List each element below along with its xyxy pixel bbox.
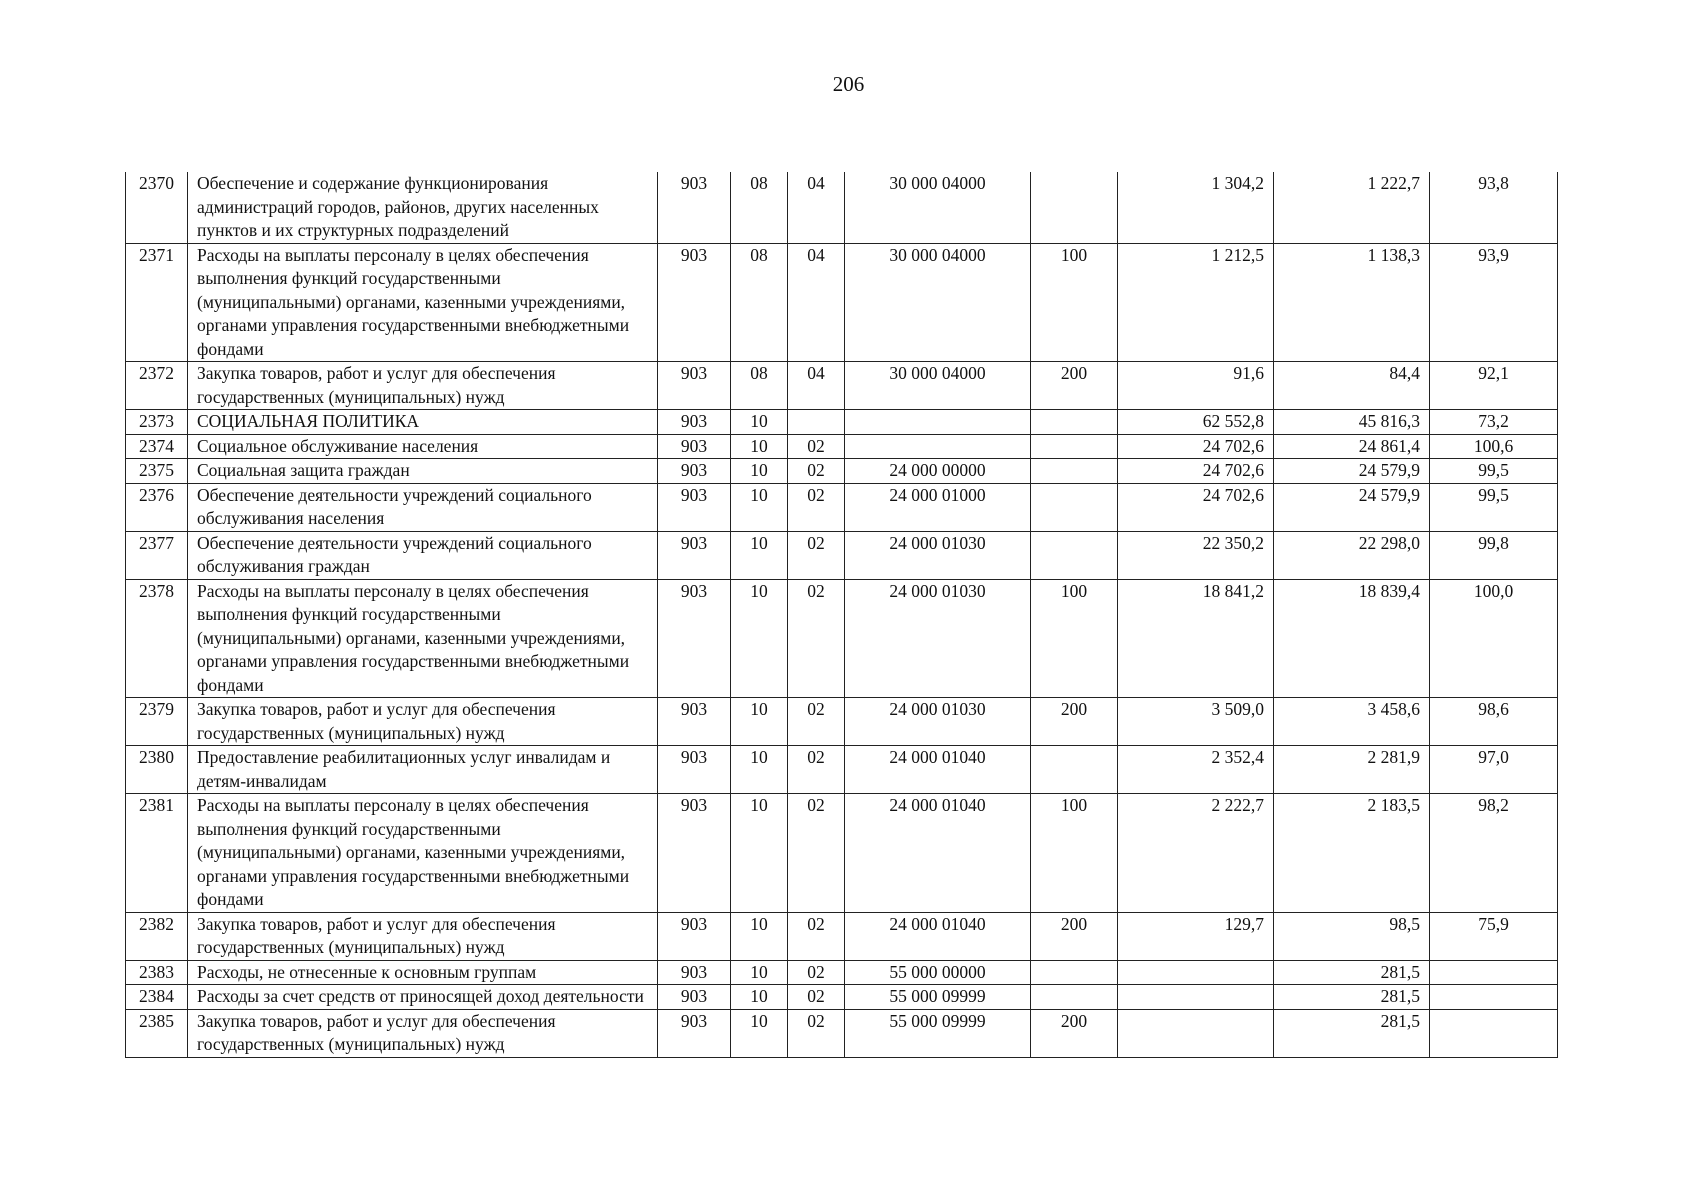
planned-amount-cell: 129,7 bbox=[1118, 912, 1274, 960]
actual-amount-cell: 281,5 bbox=[1274, 1009, 1430, 1057]
section-code-cell: 08 bbox=[731, 243, 788, 362]
row-number-cell: 2375 bbox=[126, 459, 188, 484]
row-number-cell: 2371 bbox=[126, 243, 188, 362]
expense-name-cell: Закупка товаров, работ и услуг для обеспечения государственных (муниципальных) нужд bbox=[188, 1009, 658, 1057]
planned-amount-cell: 24 702,6 bbox=[1118, 459, 1274, 484]
table-row bbox=[126, 579, 1558, 698]
execution-percent-cell bbox=[1430, 1009, 1558, 1057]
planned-amount-cell: 22 350,2 bbox=[1118, 531, 1274, 579]
actual-amount-cell: 98,5 bbox=[1274, 912, 1430, 960]
actual-amount-cell: 2 183,5 bbox=[1274, 794, 1430, 913]
target-article-cell: 24 000 01040 bbox=[845, 794, 1031, 913]
execution-percent-cell: 98,2 bbox=[1430, 794, 1558, 913]
planned-amount-cell: 24 702,6 bbox=[1118, 434, 1274, 459]
actual-amount-cell: 84,4 bbox=[1274, 362, 1430, 410]
execution-percent-cell: 100,0 bbox=[1430, 579, 1558, 698]
planned-amount-cell: 62 552,8 bbox=[1118, 410, 1274, 435]
table-row bbox=[126, 483, 1558, 531]
row-number-cell: 2373 bbox=[126, 410, 188, 435]
row-number-cell: 2382 bbox=[126, 912, 188, 960]
section-code-cell: 10 bbox=[731, 698, 788, 746]
department-code-cell: 903 bbox=[658, 172, 731, 243]
expense-name-cell: Предоставление реабилитационных услуг инвалидам и детям-инвалидам bbox=[188, 746, 658, 794]
expense-type-cell: 200 bbox=[1031, 698, 1118, 746]
expense-type-cell bbox=[1031, 960, 1118, 985]
expense-name-cell: СОЦИАЛЬНАЯ ПОЛИТИКА bbox=[188, 410, 658, 435]
subsection-code-cell: 02 bbox=[788, 459, 845, 484]
target-article-cell: 30 000 04000 bbox=[845, 243, 1031, 362]
section-code-cell: 08 bbox=[731, 172, 788, 243]
execution-percent-cell: 92,1 bbox=[1430, 362, 1558, 410]
target-article-cell: 30 000 04000 bbox=[845, 172, 1031, 243]
subsection-code-cell: 04 bbox=[788, 243, 845, 362]
target-article-cell: 24 000 01030 bbox=[845, 698, 1031, 746]
execution-percent-cell: 99,5 bbox=[1430, 459, 1558, 484]
row-number-cell: 2383 bbox=[126, 960, 188, 985]
expense-name-cell: Социальная защита граждан bbox=[188, 459, 658, 484]
planned-amount-cell: 1 212,5 bbox=[1118, 243, 1274, 362]
target-article-cell: 55 000 09999 bbox=[845, 1009, 1031, 1057]
section-code-cell: 10 bbox=[731, 459, 788, 484]
expense-name-cell: Расходы на выплаты персоналу в целях обеспечения выполнения функций государственными (муниципальными) органами, казенными учреждениями, органами управления государственными внебюджетными фондами bbox=[188, 794, 658, 913]
table-row bbox=[126, 912, 1558, 960]
department-code-cell: 903 bbox=[658, 579, 731, 698]
execution-percent-cell: 73,2 bbox=[1430, 410, 1558, 435]
expense-name-cell: Закупка товаров, работ и услуг для обеспечения государственных (муниципальных) нужд bbox=[188, 912, 658, 960]
expense-name-cell: Расходы, не отнесенные к основным группам bbox=[188, 960, 658, 985]
department-code-cell: 903 bbox=[658, 362, 731, 410]
target-article-cell: 24 000 01030 bbox=[845, 531, 1031, 579]
department-code-cell: 903 bbox=[658, 985, 731, 1010]
actual-amount-cell: 2 281,9 bbox=[1274, 746, 1430, 794]
subsection-code-cell: 02 bbox=[788, 985, 845, 1010]
row-number-cell: 2370 bbox=[126, 172, 188, 243]
target-article-cell bbox=[845, 434, 1031, 459]
expense-type-cell bbox=[1031, 172, 1118, 243]
department-code-cell: 903 bbox=[658, 794, 731, 913]
expense-type-cell bbox=[1031, 459, 1118, 484]
actual-amount-cell: 22 298,0 bbox=[1274, 531, 1430, 579]
section-code-cell: 10 bbox=[731, 794, 788, 913]
target-article-cell: 24 000 01040 bbox=[845, 746, 1031, 794]
expense-type-cell bbox=[1031, 985, 1118, 1010]
department-code-cell: 903 bbox=[658, 531, 731, 579]
expense-type-cell: 200 bbox=[1031, 362, 1118, 410]
planned-amount-cell: 91,6 bbox=[1118, 362, 1274, 410]
target-article-cell: 24 000 01000 bbox=[845, 483, 1031, 531]
execution-percent-cell: 99,5 bbox=[1430, 483, 1558, 531]
expense-type-cell bbox=[1031, 531, 1118, 579]
expense-name-cell: Расходы на выплаты персоналу в целях обеспечения выполнения функций государственными (муниципальными) органами, казенными учреждениями, органами управления государственными внебюджетными фондами bbox=[188, 579, 658, 698]
execution-percent-cell: 93,9 bbox=[1430, 243, 1558, 362]
row-number-cell: 2378 bbox=[126, 579, 188, 698]
section-code-cell: 10 bbox=[731, 434, 788, 459]
section-code-cell: 10 bbox=[731, 483, 788, 531]
row-number-cell: 2380 bbox=[126, 746, 188, 794]
table-row bbox=[126, 362, 1558, 410]
department-code-cell: 903 bbox=[658, 483, 731, 531]
planned-amount-cell bbox=[1118, 960, 1274, 985]
subsection-code-cell: 02 bbox=[788, 1009, 845, 1057]
section-code-cell: 10 bbox=[731, 746, 788, 794]
table-row bbox=[126, 434, 1558, 459]
target-article-cell: 24 000 01030 bbox=[845, 579, 1031, 698]
department-code-cell: 903 bbox=[658, 960, 731, 985]
actual-amount-cell: 281,5 bbox=[1274, 985, 1430, 1010]
expense-type-cell: 200 bbox=[1031, 912, 1118, 960]
execution-percent-cell: 97,0 bbox=[1430, 746, 1558, 794]
table-row bbox=[126, 746, 1558, 794]
table-row bbox=[126, 1009, 1558, 1057]
department-code-cell: 903 bbox=[658, 410, 731, 435]
expense-name-cell: Расходы за счет средств от приносящей доход деятельности bbox=[188, 985, 658, 1010]
section-code-cell: 10 bbox=[731, 960, 788, 985]
target-article-cell: 24 000 01040 bbox=[845, 912, 1031, 960]
actual-amount-cell: 3 458,6 bbox=[1274, 698, 1430, 746]
table-row bbox=[126, 410, 1558, 435]
expense-type-cell bbox=[1031, 483, 1118, 531]
row-number-cell: 2372 bbox=[126, 362, 188, 410]
department-code-cell: 903 bbox=[658, 459, 731, 484]
table-row bbox=[126, 960, 1558, 985]
expense-name-cell: Расходы на выплаты персоналу в целях обеспечения выполнения функций государственными (муниципальными) органами, казенными учреждениями, органами управления государственными внебюджетными фондами bbox=[188, 243, 658, 362]
subsection-code-cell: 02 bbox=[788, 912, 845, 960]
planned-amount-cell bbox=[1118, 985, 1274, 1010]
expense-name-cell: Обеспечение деятельности учреждений социального обслуживания населения bbox=[188, 483, 658, 531]
row-number-cell: 2376 bbox=[126, 483, 188, 531]
execution-percent-cell bbox=[1430, 960, 1558, 985]
subsection-code-cell: 04 bbox=[788, 362, 845, 410]
section-code-cell: 10 bbox=[731, 410, 788, 435]
subsection-code-cell: 02 bbox=[788, 794, 845, 913]
expense-name-cell: Закупка товаров, работ и услуг для обеспечения государственных (муниципальных) нужд bbox=[188, 698, 658, 746]
subsection-code-cell: 02 bbox=[788, 483, 845, 531]
row-number-cell: 2377 bbox=[126, 531, 188, 579]
department-code-cell: 903 bbox=[658, 912, 731, 960]
expense-type-cell: 100 bbox=[1031, 579, 1118, 698]
subsection-code-cell: 02 bbox=[788, 531, 845, 579]
actual-amount-cell: 24 579,9 bbox=[1274, 483, 1430, 531]
planned-amount-cell: 18 841,2 bbox=[1118, 579, 1274, 698]
execution-percent-cell bbox=[1430, 985, 1558, 1010]
execution-percent-cell: 98,6 bbox=[1430, 698, 1558, 746]
actual-amount-cell: 1 138,3 bbox=[1274, 243, 1430, 362]
target-article-cell: 30 000 04000 bbox=[845, 362, 1031, 410]
department-code-cell: 903 bbox=[658, 1009, 731, 1057]
department-code-cell: 903 bbox=[658, 746, 731, 794]
subsection-code-cell bbox=[788, 410, 845, 435]
subsection-code-cell: 02 bbox=[788, 960, 845, 985]
department-code-cell: 903 bbox=[658, 243, 731, 362]
section-code-cell: 10 bbox=[731, 912, 788, 960]
table-row bbox=[126, 459, 1558, 484]
expense-name-cell: Социальное обслуживание населения bbox=[188, 434, 658, 459]
planned-amount-cell bbox=[1118, 1009, 1274, 1057]
expense-type-cell bbox=[1031, 746, 1118, 794]
execution-percent-cell: 100,6 bbox=[1430, 434, 1558, 459]
expense-name-cell: Обеспечение деятельности учреждений социального обслуживания граждан bbox=[188, 531, 658, 579]
actual-amount-cell: 281,5 bbox=[1274, 960, 1430, 985]
planned-amount-cell: 2 352,4 bbox=[1118, 746, 1274, 794]
row-number-cell: 2385 bbox=[126, 1009, 188, 1057]
expense-name-cell: Обеспечение и содержание функционирования администраций городов, районов, других населенных пунктов и их структурных подразделений bbox=[188, 172, 658, 243]
target-article-cell: 55 000 09999 bbox=[845, 985, 1031, 1010]
target-article-cell: 55 000 00000 bbox=[845, 960, 1031, 985]
section-code-cell: 10 bbox=[731, 985, 788, 1010]
subsection-code-cell: 02 bbox=[788, 579, 845, 698]
planned-amount-cell: 1 304,2 bbox=[1118, 172, 1274, 243]
actual-amount-cell: 45 816,3 bbox=[1274, 410, 1430, 435]
table-row bbox=[126, 531, 1558, 579]
row-number-cell: 2374 bbox=[126, 434, 188, 459]
department-code-cell: 903 bbox=[658, 434, 731, 459]
row-number-cell: 2384 bbox=[126, 985, 188, 1010]
actual-amount-cell: 24 861,4 bbox=[1274, 434, 1430, 459]
planned-amount-cell: 24 702,6 bbox=[1118, 483, 1274, 531]
subsection-code-cell: 02 bbox=[788, 746, 845, 794]
table-row bbox=[126, 698, 1558, 746]
subsection-code-cell: 02 bbox=[788, 698, 845, 746]
expense-type-cell bbox=[1031, 434, 1118, 459]
expense-name-cell: Закупка товаров, работ и услуг для обеспечения государственных (муниципальных) нужд bbox=[188, 362, 658, 410]
expense-type-cell: 100 bbox=[1031, 243, 1118, 362]
execution-percent-cell: 99,8 bbox=[1430, 531, 1558, 579]
execution-percent-cell: 75,9 bbox=[1430, 912, 1558, 960]
planned-amount-cell: 3 509,0 bbox=[1118, 698, 1274, 746]
table-row bbox=[126, 172, 1558, 243]
expense-type-cell bbox=[1031, 410, 1118, 435]
actual-amount-cell: 24 579,9 bbox=[1274, 459, 1430, 484]
expense-type-cell: 200 bbox=[1031, 1009, 1118, 1057]
department-code-cell: 903 bbox=[658, 698, 731, 746]
target-article-cell bbox=[845, 410, 1031, 435]
expense-type-cell: 100 bbox=[1031, 794, 1118, 913]
section-code-cell: 10 bbox=[731, 579, 788, 698]
section-code-cell: 08 bbox=[731, 362, 788, 410]
table-row bbox=[126, 243, 1558, 362]
table-row bbox=[126, 794, 1558, 913]
execution-percent-cell: 93,8 bbox=[1430, 172, 1558, 243]
planned-amount-cell: 2 222,7 bbox=[1118, 794, 1274, 913]
page-number: 206 bbox=[832, 72, 865, 96]
budget-table bbox=[125, 172, 1558, 1058]
table-row bbox=[126, 985, 1558, 1010]
target-article-cell: 24 000 00000 bbox=[845, 459, 1031, 484]
subsection-code-cell: 04 bbox=[788, 172, 845, 243]
actual-amount-cell: 18 839,4 bbox=[1274, 579, 1430, 698]
section-code-cell: 10 bbox=[731, 531, 788, 579]
row-number-cell: 2381 bbox=[126, 794, 188, 913]
row-number-cell: 2379 bbox=[126, 698, 188, 746]
section-code-cell: 10 bbox=[731, 1009, 788, 1057]
actual-amount-cell: 1 222,7 bbox=[1274, 172, 1430, 243]
subsection-code-cell: 02 bbox=[788, 434, 845, 459]
